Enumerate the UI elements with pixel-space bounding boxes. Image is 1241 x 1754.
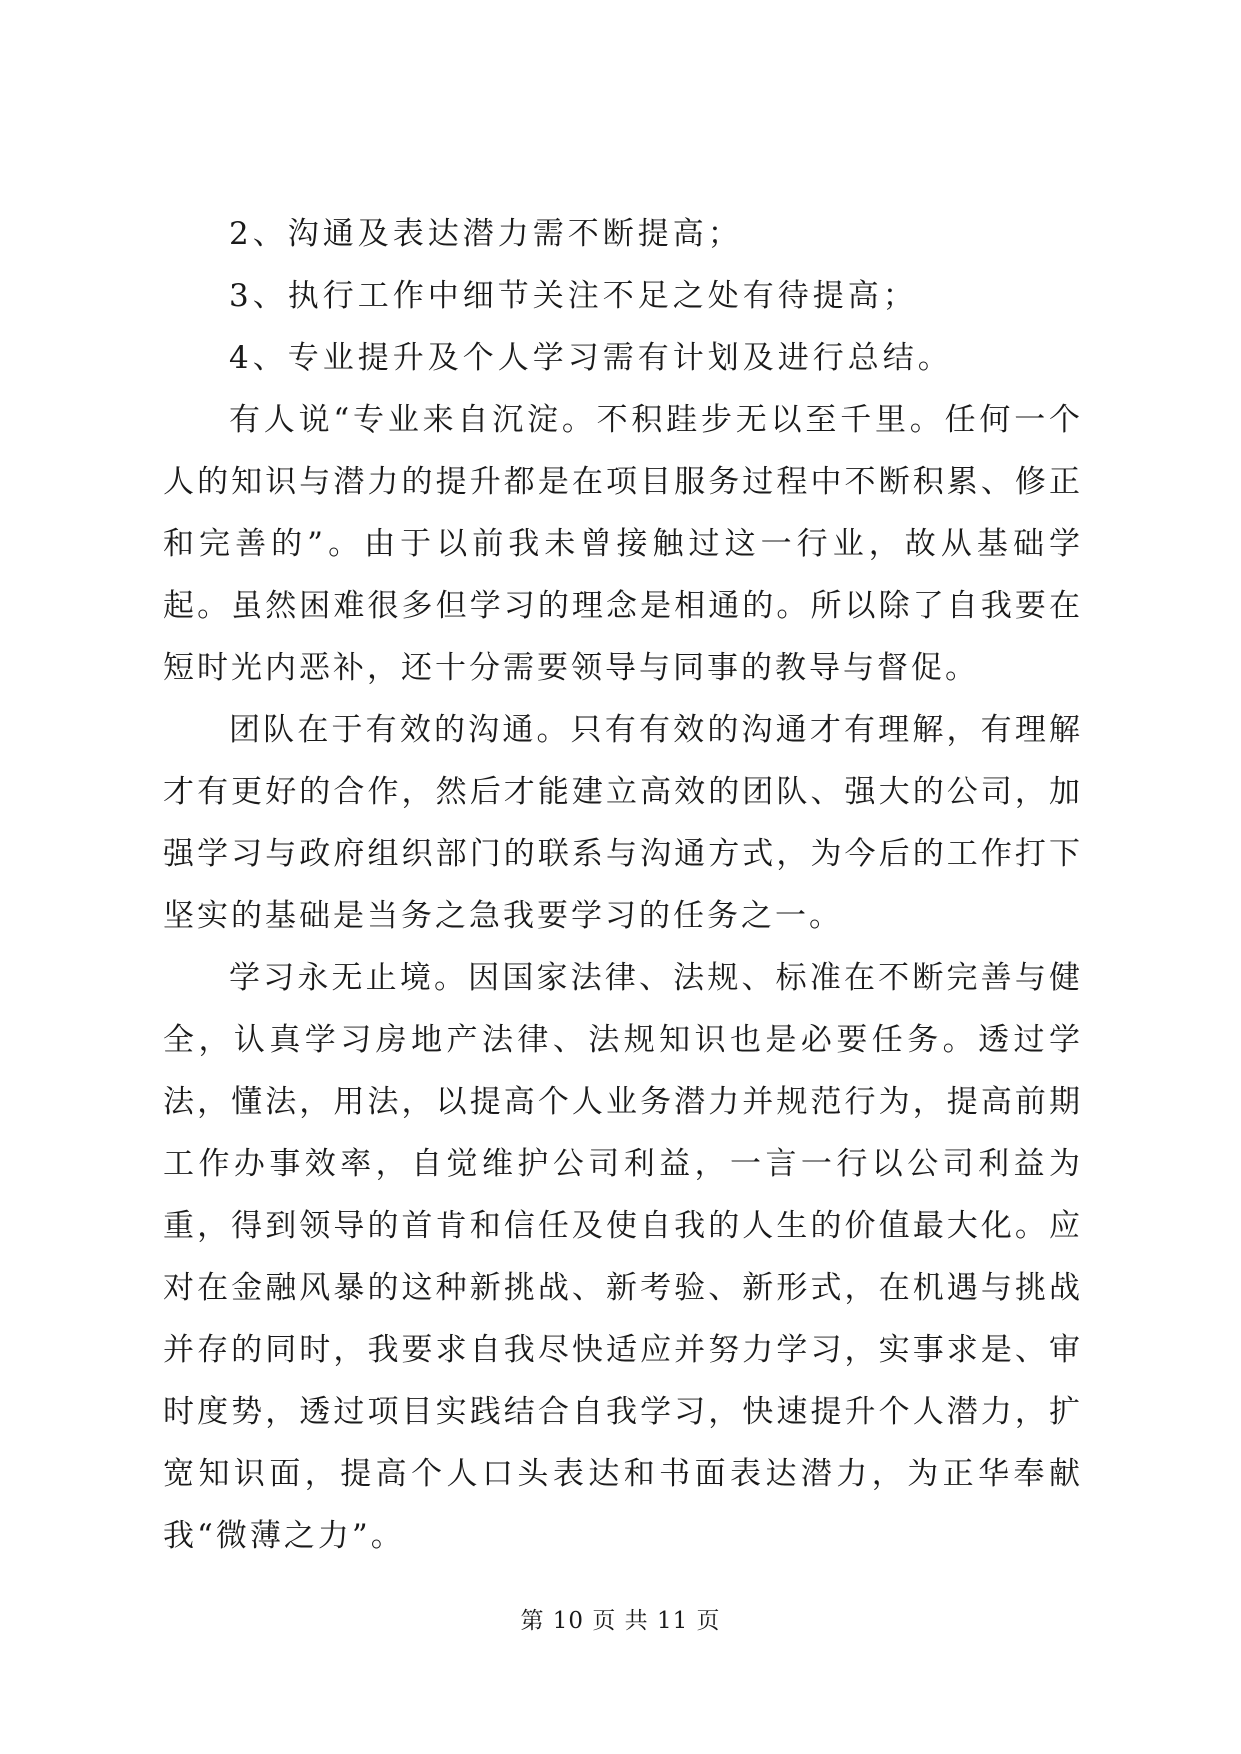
list-item: 3、执行工作中细节关注不足之处有待提高； — [229, 278, 918, 314]
paragraph: 有人说“专业来自沉淀。不积跬步无以至千里。任何一个人的知识与潜力的提升都是在项目服务过程中不断积累、修正和完善的”。由于以前我未曾接触过这一行业，故从基础学起。虽然困难很多但学习的理念是相通的。所以除了自我要在短时光内恶补，还十分需要领导与同事的教导与督促。 — [163, 402, 1083, 686]
list-item: 2、沟通及表达潜力需不断提高； — [229, 216, 743, 252]
paragraph: 团队在于有效的沟通。只有有效的沟通才有理解，有理解才有更好的合作，然后才能建立高效的团队、强大的公司，加强学习与政府组织部门的联系与沟通方式，为今后的工作打下坚实的基础是当务之急我要学习的任务之一。 — [163, 712, 1083, 934]
list-item: 4、专业提升及个人学习需有计划及进行总结。 — [229, 340, 953, 376]
page-number: 第 10 页 共 11 页 — [520, 1608, 721, 1634]
document-body — [163, 203, 1083, 1567]
paragraph: 学习永无止境。因国家法律、法规、标准在不断完善与健全，认真学习房地产法律、法规知识也是必要任务。透过学法，懂法，用法，以提高个人业务潜力并规范行为，提高前期工作办事效率，自觉维护公司利益，一言一行以公司利益为重，得到领导的首肯和信任及使自我的人生的价值最大化。应对在金融风暴的这种新挑战、新考验、新形式，在机遇与挑战并存的同时，我要求自我尽快适应并努力学习，实事求是、审时度势，透过项目实践结合自我学习，快速提升个人潜力，扩宽知识面，提高个人口头表达和书面表达潜力，为正华奉献我“微薄之力”。 — [163, 960, 1083, 1554]
